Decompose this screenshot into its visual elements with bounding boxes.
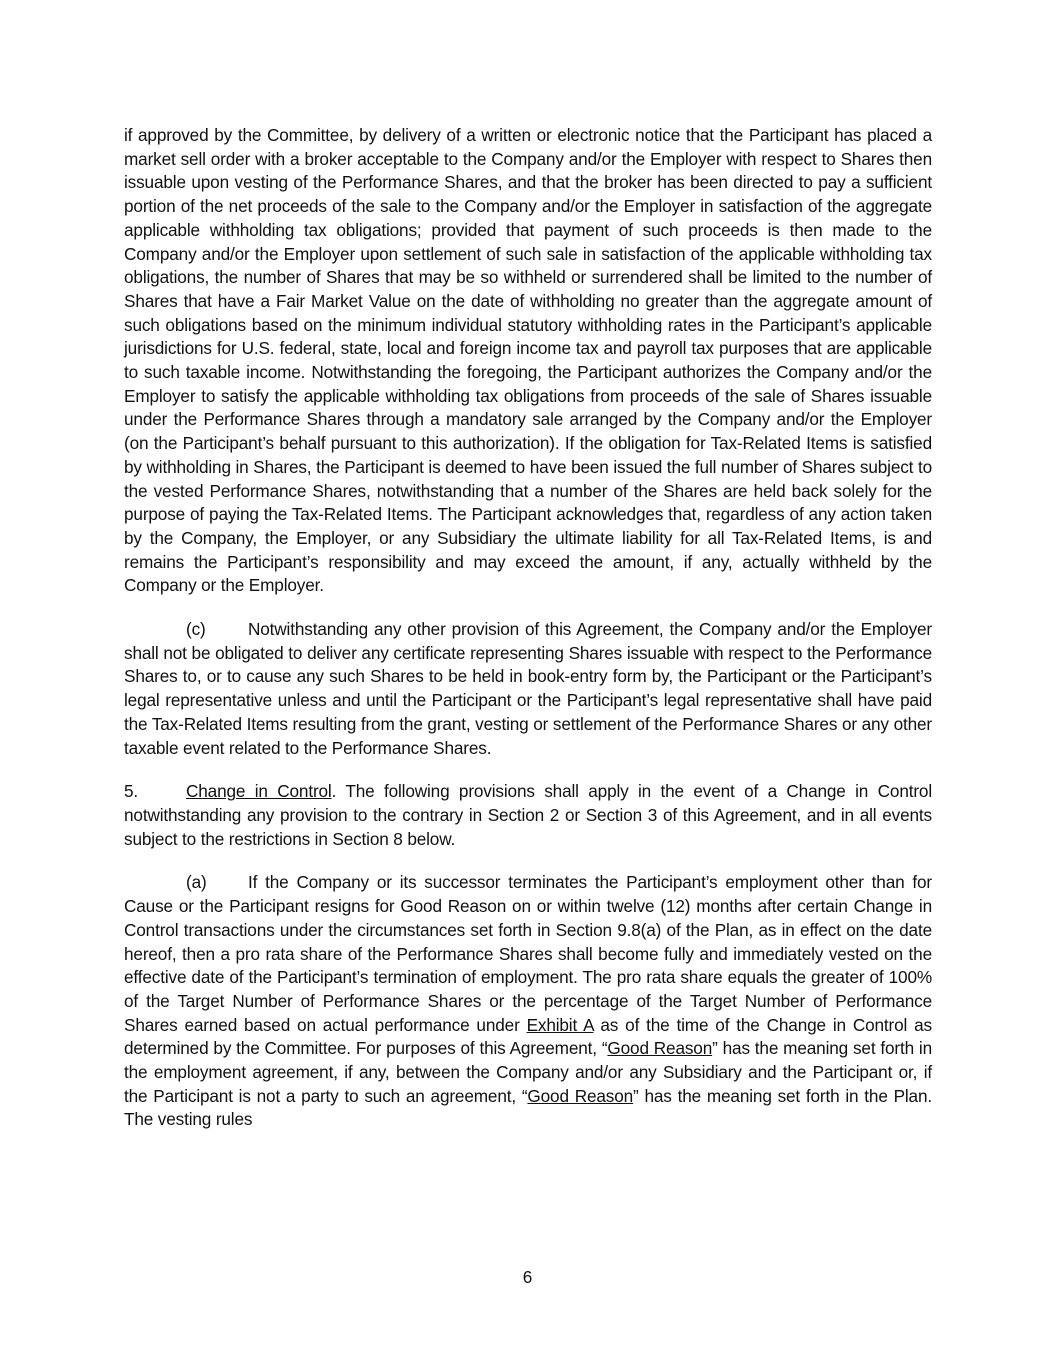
good-reason-term-2: Good Reason [527, 1085, 634, 1106]
document-page [124, 124, 932, 1132]
section-5-heading: Change in Control [186, 781, 332, 802]
section-5-heading-period: . [331, 781, 337, 802]
section-5-change-in-control [124, 780, 932, 851]
paragraph-c [124, 618, 932, 760]
paragraph-a-text-2: as of the time of the Change in Control as determined by the Committee. For purposes of this Agreement, “ [124, 1014, 932, 1059]
page-number: 6 [522, 1267, 533, 1287]
paragraph-spacer [124, 851, 932, 871]
paragraph-spacer [124, 598, 932, 618]
paragraph-a [124, 871, 932, 1132]
good-reason-term-1: Good Reason [607, 1038, 713, 1059]
paragraph-a-text-3: ” has the meaning set forth in the employment agreement, if any, between the Company and/or any Subsidiary and the Participant or, if the Participant is not a party to such an agreement, “ [124, 1038, 933, 1106]
paragraph-a-text-4: ” has the meaning set forth in the Plan. The vesting rules [124, 1085, 932, 1130]
exhibit-a-reference: Exhibit A [526, 1014, 594, 1035]
paragraph-a-text-1: If the Company or its successor terminates the Participant’s employment other than for Cause or the Participant resigns for Good Reason on or within twelve (12) months after certain Change in Control transactions under the circumstances set forth in Section 9.8(a) of the Plan, as in effect on the date hereof, then a pro rata share of the Performance Shares shall become fully and immediately vested on the effective date of the Participant’s termination of employment. The pro rata share equals the greater of 100% of the Target Number of Performance Shares or the percentage of the Target Number of Performance Shares earned based on actual performance under [124, 872, 932, 1035]
paragraph-spacer [124, 760, 932, 780]
paragraph-c-text: Notwithstanding any other provision of this Agreement, the Company and/or the Employer shall not be obligated to deliver any certificate representing Shares issuable with respect to the Performance Shares to, or to cause any such Shares to be held in book-entry form by, the Participant or the Participant’s legal representative unless and until the Participant or the Participant’s legal representative shall have paid the Tax-Related Items resulting from the grant, vesting or settlement of the Performance Shares or any other taxable event related to the Performance Shares. [124, 619, 932, 758]
paragraph-c-label: (c) [186, 619, 206, 640]
paragraph-a-label: (a) [186, 872, 207, 893]
section-5-text: The following provisions shall apply in the event of a Change in Control notwithstanding any provision to the contrary in Section 2 or Section 3 of this Agreement, and in all events subject to the restrictions in Section 8 below. [124, 781, 933, 849]
paragraph-withholding-continuation: if approved by the Committee, by delivery of a written or electronic notice that the Participant has placed a market sell order with a broker acceptable to the Company and/or the Employer with respect to Shares then issuable upon vesting of the Performance Shares, and that the broker has been directed to pay a sufficient portion of the net proceeds of the sale to the Company and/or the Employer in satisfaction of the aggregate applicable withholding tax obligations; provided that payment of such proceeds is then made to the Company and/or the Employer upon settlement of such sale in satisfaction of the applicable withholding tax obligations, the number of Shares that may be so withheld or surrendered shall be limited to the number of Shares that have a Fair Market Value on the date of withholding no greater than the aggregate amount of such obligations based on the minimum individual statutory withholding rates in the Participant’s applicable jurisdictions for U.S. federal, state, local and foreign income tax and payroll tax purposes that are applicable to such taxable income. Notwithstanding the foregoing, the Participant authorizes the Company and/or the Employer to satisfy the applicable withholding tax obligations from proceeds of the sale of Shares issuable under the Performance Shares through a mandatory sale arranged by the Company and/or the Employer (on the Participant’s behalf pursuant to this authorization). If the obligation for Tax-Related Items is satisfied by withholding in Shares, the Participant is deemed to have been issued the full number of Shares subject to the vested Performance Shares, notwithstanding that a number of the Shares are held back solely for the purpose of paying the Tax-Related Items. The Participant acknowledges that, regardless of any action taken by the Company, the Employer, or any Subsidiary the ultimate liability for all Tax-Related Items, is and remains the Participant’s responsibility and may exceed the amount, if any, actually withheld by the Company or the Employer. [124, 125, 932, 596]
section-5-number: 5. [124, 781, 139, 802]
